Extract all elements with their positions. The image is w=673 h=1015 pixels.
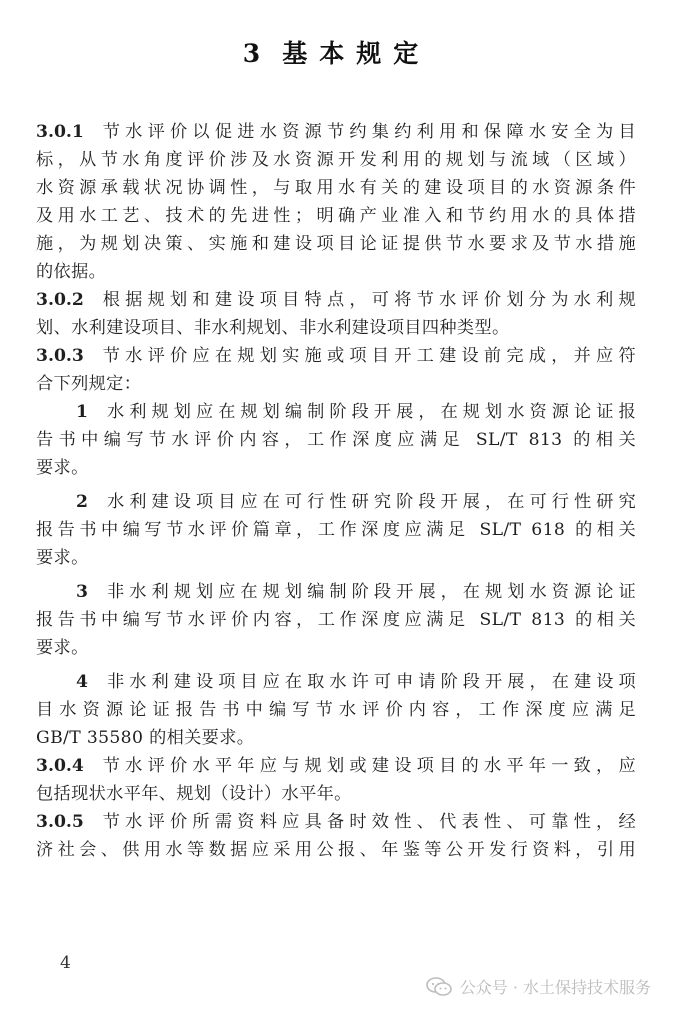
line-text: 标，从节水角度评价涉及水资源开发利用的规划与流域（区域） bbox=[36, 150, 636, 170]
text-line bbox=[36, 286, 636, 314]
line-text: 目水资源论证报告书中编写节水评价内容，工作深度应满足 bbox=[36, 700, 636, 720]
text-line bbox=[36, 752, 636, 780]
clause-number: 3.0.2 bbox=[36, 290, 84, 310]
text-line bbox=[36, 398, 636, 426]
line-text: 包括现状水平年、规划（设计）水平年。 bbox=[36, 784, 352, 804]
text-line bbox=[36, 426, 636, 454]
text-line bbox=[36, 836, 636, 864]
text-line bbox=[36, 202, 636, 230]
text-line bbox=[36, 146, 636, 174]
line-text: 水资源承载状况协调性，与取用水有关的建设项目的水资源条件 bbox=[36, 178, 636, 198]
chapter-title-text: 基本规定 bbox=[282, 39, 431, 68]
line-text: 节水评价水平年应与规划或建设项目的水平年一致，应 bbox=[97, 756, 636, 776]
text-line bbox=[36, 516, 636, 544]
text-line bbox=[36, 314, 636, 342]
clause-number: 3.0.3 bbox=[36, 346, 84, 366]
text-line bbox=[36, 696, 636, 724]
line-text: 施，为规划决策、实施和建设项目论证提供节水要求及节水措施 bbox=[36, 234, 636, 254]
line-text: 的依据。 bbox=[36, 262, 107, 282]
line-text: 非水利规划应在规划编制阶段开展，在规划水资源论证 bbox=[102, 582, 636, 602]
text-line bbox=[36, 606, 636, 634]
line-text: 报告书中编写节水评价内容，工作深度应满足 SL/T 813 的相关 bbox=[36, 610, 636, 630]
line-text: 节水评价以促进水资源节约集约利用和保障水安全为目 bbox=[97, 122, 636, 142]
text-line bbox=[36, 808, 636, 836]
text-line bbox=[36, 342, 636, 370]
line-text: 告书中编写节水评价内容，工作深度应满足 SL/T 813 的相关 bbox=[36, 430, 636, 450]
chapter-number: 3 bbox=[242, 39, 273, 68]
chapter-title bbox=[0, 34, 673, 70]
text-line bbox=[36, 258, 636, 286]
line-text: 节水评价所需资料应具备时效性、代表性、可靠性，经 bbox=[97, 812, 636, 832]
line-text: 水利建设项目应在可行性研究阶段开展，在可行性研究 bbox=[102, 492, 636, 512]
line-text: 非水利建设项目应在取水许可申请阶段开展，在建设项 bbox=[102, 672, 636, 692]
watermark-text: 公众号 · 水土保持技术服务 bbox=[459, 978, 651, 997]
clause-number: 3.0.5 bbox=[36, 812, 84, 832]
text-line bbox=[36, 724, 636, 752]
line-text: 报告书中编写节水评价篇章，工作深度应满足 SL/T 618 的相关 bbox=[36, 520, 636, 540]
text-line bbox=[36, 488, 636, 516]
text-line bbox=[36, 370, 636, 398]
line-text: 合下列规定： bbox=[36, 374, 142, 394]
text-line bbox=[36, 174, 636, 202]
clause-number: 3.0.1 bbox=[36, 122, 84, 142]
watermark bbox=[426, 975, 651, 998]
text-line bbox=[36, 634, 636, 662]
text-line bbox=[36, 668, 636, 696]
item-number: 3 bbox=[76, 582, 89, 602]
item-number: 1 bbox=[76, 402, 89, 422]
text-line bbox=[36, 544, 636, 572]
line-text: 划、水利建设项目、非水利规划、非水利建设项目四种类型。 bbox=[36, 318, 510, 338]
text-line bbox=[36, 780, 636, 808]
line-text: 及用水工艺、技术的先进性；明确产业准入和节约用水的具体措 bbox=[36, 206, 636, 226]
document-body bbox=[36, 118, 636, 864]
line-text: 节水评价应在规划实施或项目开工建设前完成，并应符 bbox=[97, 346, 636, 366]
line-text: 要求。 bbox=[36, 458, 89, 478]
line-text: 济社会、供用水等数据应采用公报、年鉴等公开发行资料，引用 bbox=[36, 840, 636, 860]
line-text: 要求。 bbox=[36, 638, 89, 658]
clause-number: 3.0.4 bbox=[36, 756, 84, 776]
line-text: 要求。 bbox=[36, 548, 89, 568]
wechat-icon bbox=[426, 977, 452, 997]
line-text: 水利规划应在规划编制阶段开展，在规划水资源论证报 bbox=[102, 402, 636, 422]
item-number: 2 bbox=[76, 492, 89, 512]
page-number: 4 bbox=[60, 953, 71, 973]
line-text: 根据规划和建设项目特点，可将节水评价划分为水利规 bbox=[97, 290, 636, 310]
text-line bbox=[36, 230, 636, 258]
text-line bbox=[36, 118, 636, 146]
text-line bbox=[36, 454, 636, 482]
text-line bbox=[36, 578, 636, 606]
item-number: 4 bbox=[76, 672, 89, 692]
line-text: GB/T 35580 的相关要求。 bbox=[36, 728, 255, 748]
